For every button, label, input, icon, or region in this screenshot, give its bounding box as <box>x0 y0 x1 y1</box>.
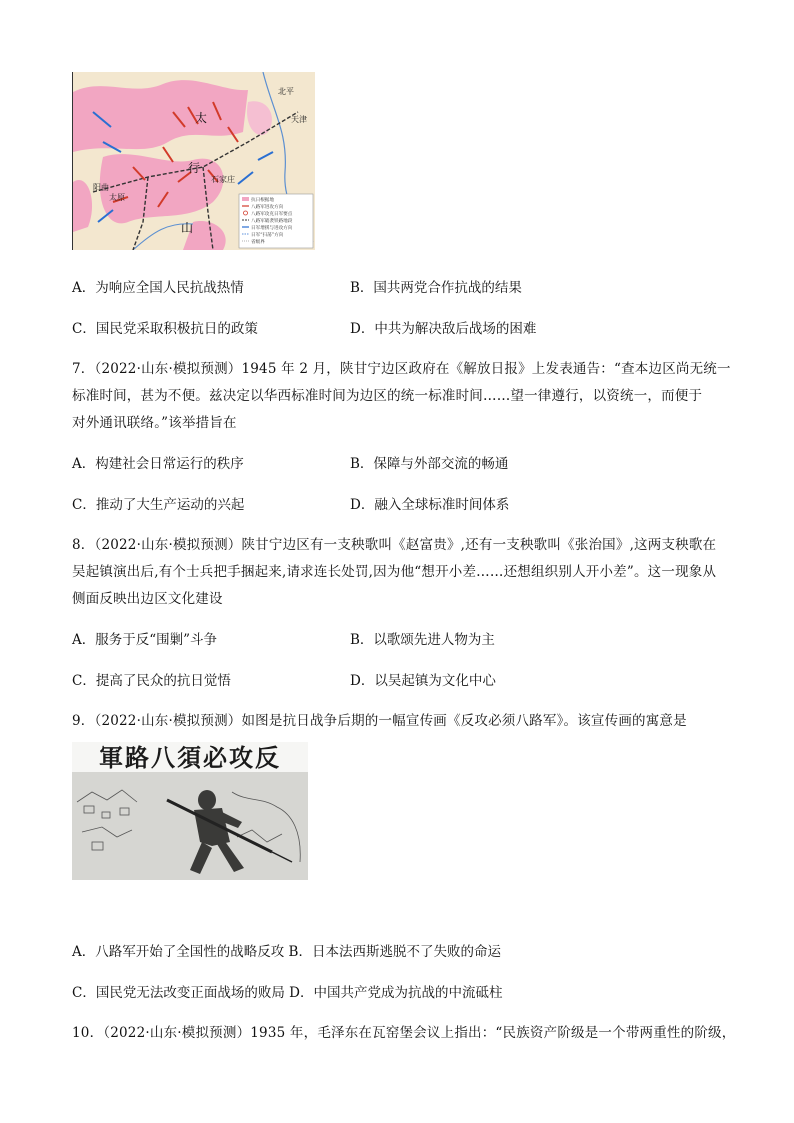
legend-4: 日军增援与进攻方向 <box>251 226 293 231</box>
map-label-tai: 太 <box>195 111 208 125</box>
q8-option-a: A．服务于反“围剿”斗争 <box>72 632 218 648</box>
legend-6: 省级界 <box>251 240 265 245</box>
q9-stem-line: 9．（2022·山东·模拟预测）如图是抗日战争后期的一幅宣传画《反攻必须八路军》。该宣传画的寓意是 <box>72 713 687 729</box>
map-label-taiyuan: 太原 <box>109 193 125 202</box>
q6-option-d: D．中共为解决敌后战场的困难 <box>350 321 537 337</box>
poster-image <box>72 742 308 880</box>
q6-map-figure <box>72 72 315 250</box>
q6-option-a: A．为响应全国人民抗战热情 <box>72 280 244 296</box>
map-label-shijiazhuang: 石家庄 <box>211 175 235 184</box>
map-label-beiping: 北平 <box>278 87 294 96</box>
legend-3: 八路军破袭铁路地段 <box>251 219 293 224</box>
q9-options-cd: C．国民党无法改变正面战场的败局 D．中国共产党成为抗战的中流砥柱 <box>72 985 503 1001</box>
legend-1: 八路军进攻方向 <box>251 205 284 210</box>
anti-japanese-base-map <box>73 72 315 250</box>
q8-stem-line-2: 吴起镇演出后,有个士兵把手捆起来,请求连长处罚,因为他“想开小差……还想组织别人开小差”。这一现象从 <box>72 564 717 580</box>
legend-2: 八路军攻克日军要点 <box>251 212 293 217</box>
q7-option-a: A．构建社会日常运行的秩序 <box>72 456 244 472</box>
q7-stem-line-1: 7．（2022·山东·模拟预测）1945 年 2 月，陕甘宁边区政府在《解放日报》上发表通告：“查本边区尚无统一 <box>72 361 731 377</box>
q7-option-d: D．融入全球标准时间体系 <box>350 497 510 513</box>
q8-option-c: C．提高了民众的抗日觉悟 <box>72 673 231 689</box>
poster-title: 軍路八須必攻反 <box>99 743 281 772</box>
q7-option-c: C．推动了大生产运动的兴起 <box>72 497 245 513</box>
q8-stem-line-1: 8．（2022·山东·模拟预测）陕甘宁边区有一支秧歌叫《赵富贵》,还有一支秧歌叫《张治国》,这两支秧歌在 <box>72 537 717 553</box>
map-label-xing: 行 <box>188 161 201 175</box>
q7-option-b: B．保障与外部交流的畅通 <box>350 456 509 472</box>
map-label-yangqu: 阳曲 <box>93 183 109 192</box>
q6-option-b: B．国共两党合作抗战的结果 <box>350 280 522 296</box>
q7-stem-line-3: 对外通讯联络。”该举措旨在 <box>72 415 237 431</box>
legend-0: 抗日根据地 <box>251 198 274 203</box>
map-label-shan: 山 <box>181 221 194 235</box>
q9-options-ab: A．八路军开始了全国性的战略反攻 B．日本法西斯逃脱不了失败的命运 <box>72 944 501 960</box>
map-label-tianjin: 天津 <box>291 115 307 124</box>
q9-propaganda-poster <box>72 742 308 880</box>
q8-option-b: B．以歌颂先进人物为主 <box>350 632 495 648</box>
q8-stem-line-3: 侧面反映出边区文化建设 <box>72 591 223 607</box>
q7-stem-line-2: 标准时间，甚为不便。兹决定以华西标准时间为边区的统一标准时间……望一律遵行，以资统一，而便于 <box>72 388 703 404</box>
q10-stem-line: 10．（2022·山东·模拟预测）1935 年，毛泽东在瓦窑堡会议上指出：“民族资产阶级是一个带两重性的阶级， <box>72 1025 736 1041</box>
q6-option-c: C．国民党采取积极抗日的政策 <box>72 321 258 337</box>
legend-5: 日军“扫荡”方向 <box>251 233 284 238</box>
q8-option-d: D．以吴起镇为文化中心 <box>350 673 496 689</box>
